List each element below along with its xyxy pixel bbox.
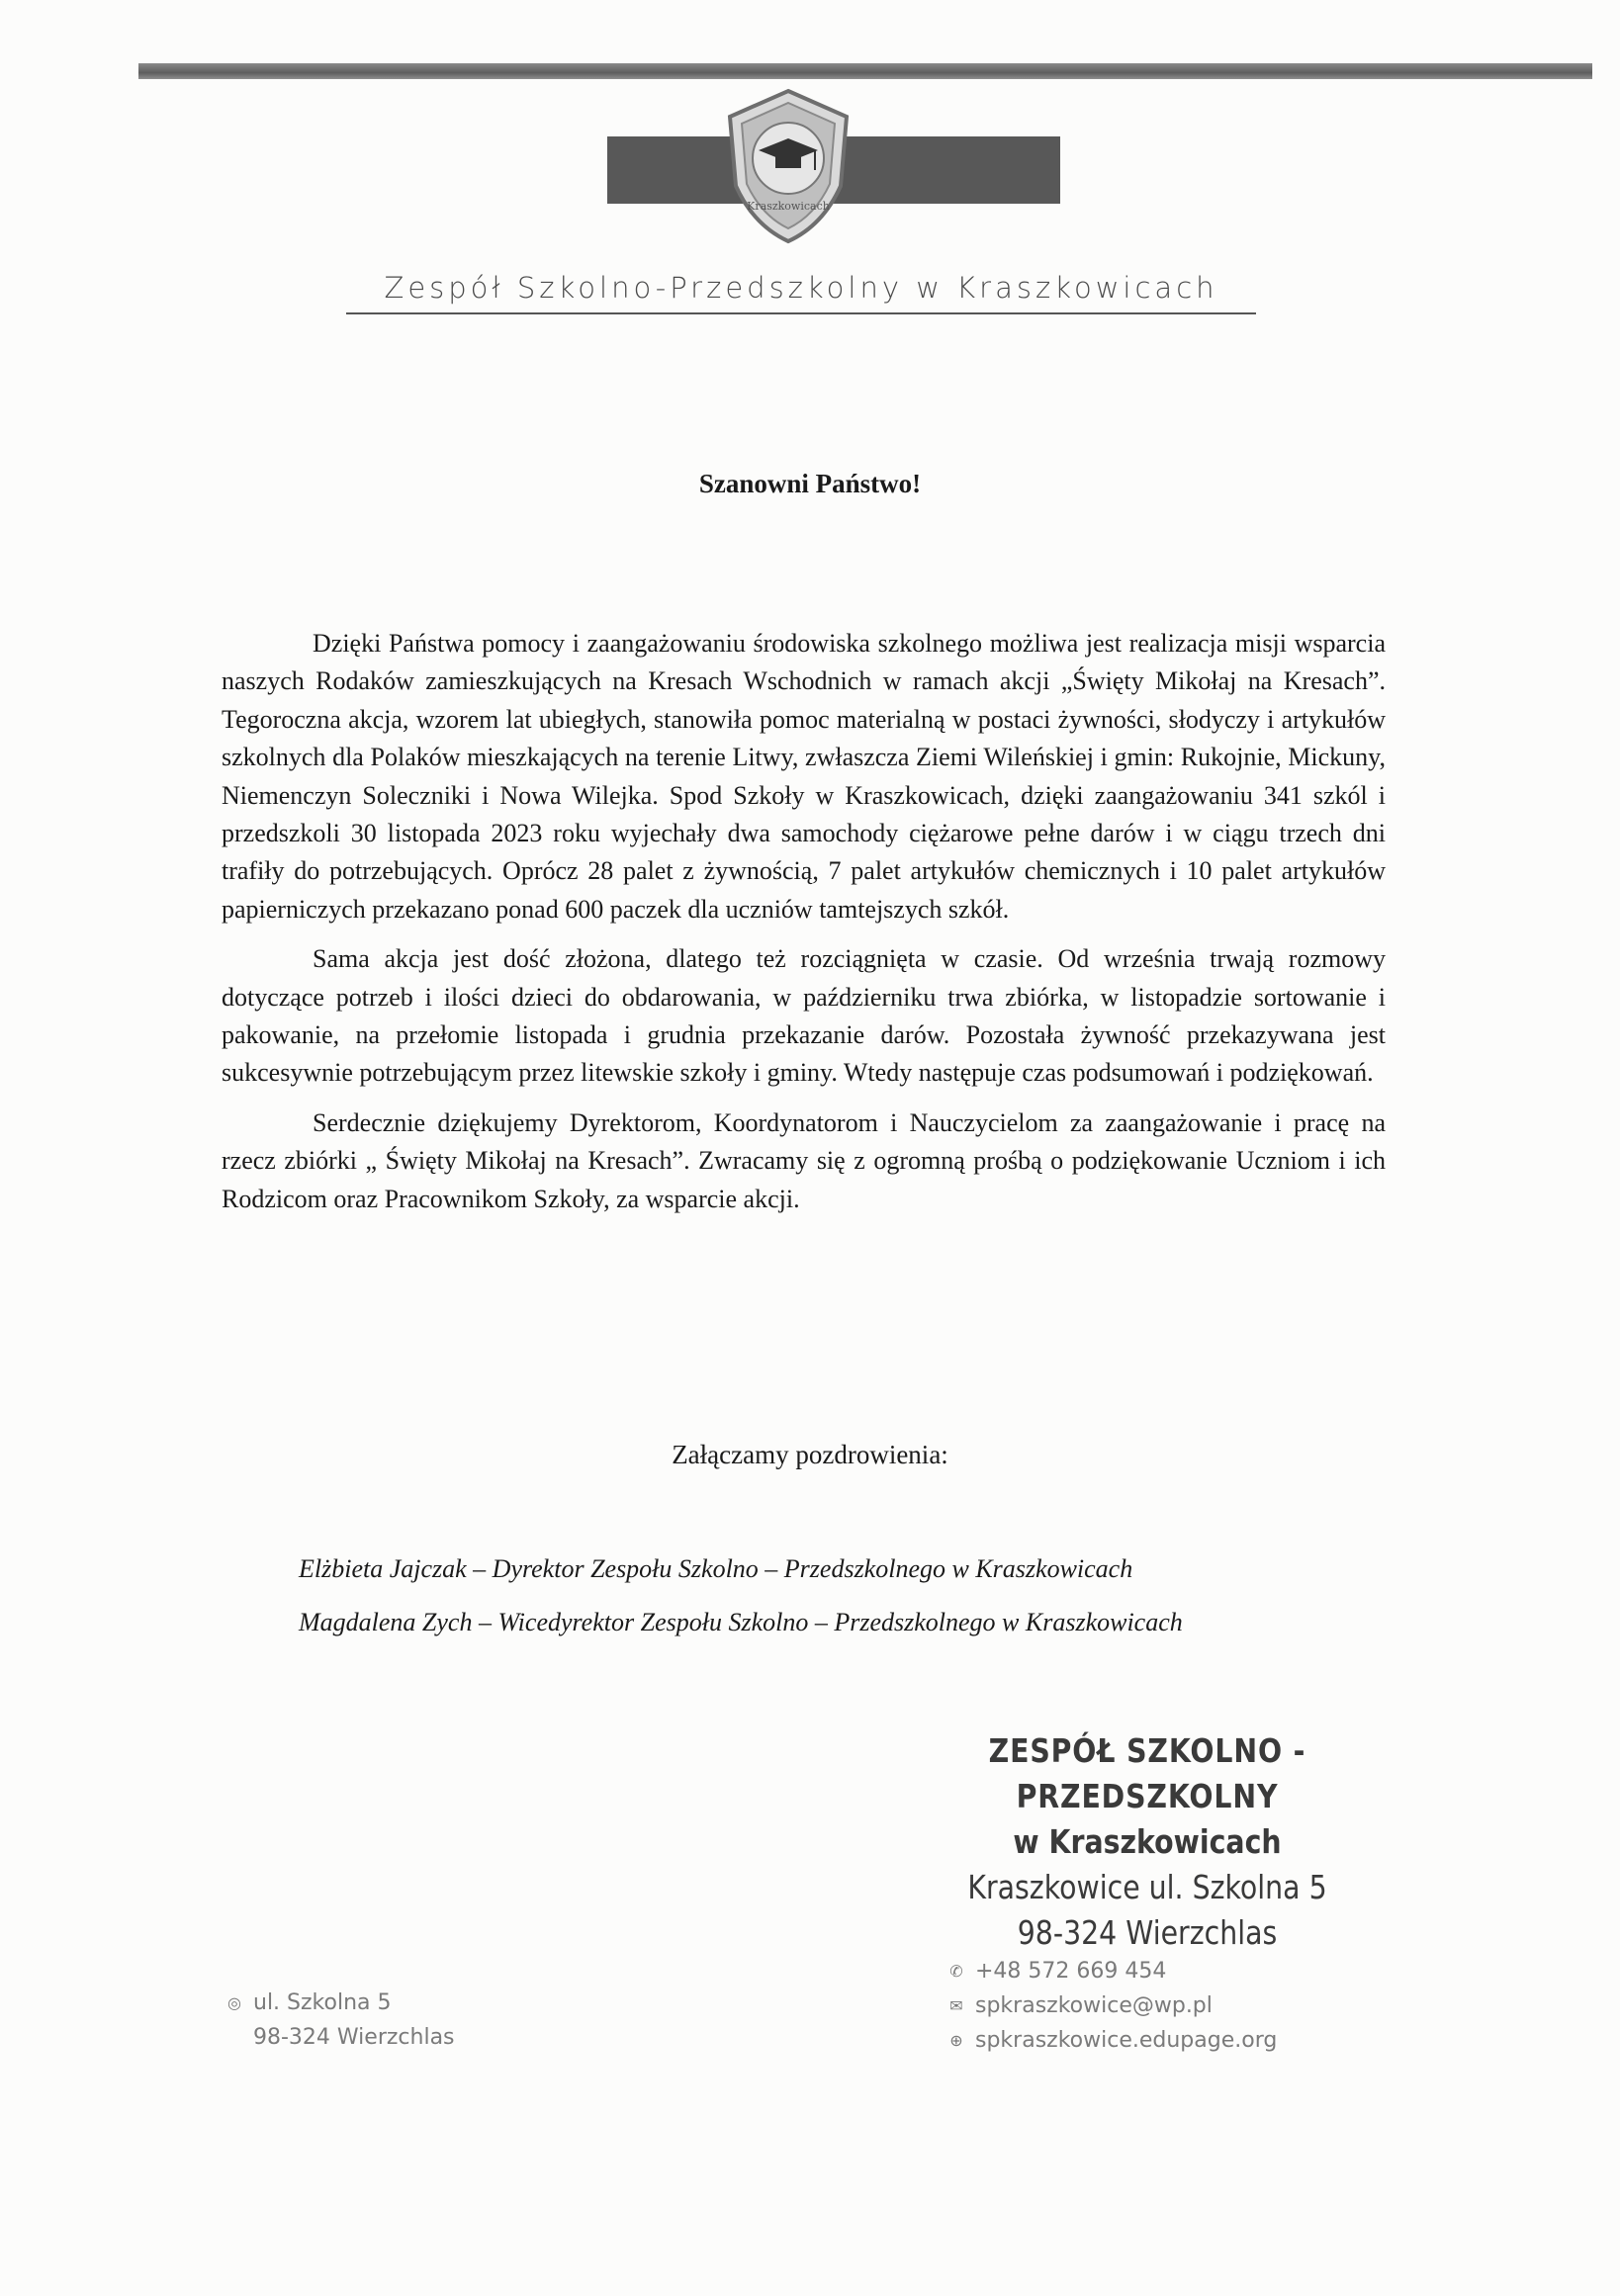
address-line-2: 98-324 Wierzchlas bbox=[253, 2025, 455, 2050]
stamp-line-1: ZESPÓŁ SZKOLNO - PRZEDSZKOLNY bbox=[988, 1731, 1306, 1815]
letterhead-school-name: Zespół Szkolno-Przedszkolny w Kraszkowicach bbox=[384, 271, 1218, 305]
stamp-line-4: 98-324 Wierzchlas bbox=[1017, 1913, 1278, 1952]
salutation: Szanowni Państwo! bbox=[698, 469, 922, 498]
paragraph-3: Serdecznie dziękujemy Dyrektorom, Koordynatorom i Nauczycielom za zaangażowanie i pracę na rzecz zbiórki „ Święty Mikołaj na Kresach”. Zwracamy się z ogromną prośbą o podziękowanie Uczniom i ich Rodzicom oraz Pracownikom Szkoły, za wsparcie akcji. bbox=[222, 1107, 1386, 1213]
letter-body bbox=[222, 625, 1386, 1230]
crest-text: Kraszkowicach bbox=[747, 200, 830, 213]
phone-icon: ✆ bbox=[949, 1962, 963, 1981]
address-line-1: ul. Szkolna 5 bbox=[253, 1990, 392, 2015]
paragraph-1: Dzięki Państwa pomocy i zaangażowaniu środowiska szkolnego możliwa jest realizacja misji wsparcia naszych Rodaków zamieszkujących na Kresach Wschodnich w ramach akcji „Święty Mikołaj na Kresach”. Tegoroczna akcja, wzorem lat ubiegłych, stanowiła pomoc materialną w postaci żywności, słodyczy i artykułów szkolnych dla Polaków mieszkających na terenie Litwy, zwłaszcza Ziemi Wileńskiej i gmin: Rukojnie, Mickuny, Niemenczyn Soleczniki i Nowa Wilejka. Spod Szkoły w Kraszkowicach, dzięki zaangażowaniu 341 szkól i przedszkoli 30 listopada 2023 roku wyjechały dwa samochody ciężarowe pełne darów i w ciągu trzech dni trafiły do potrzebujących. Oprócz 28 palet z żywnością, 7 palet artykułów chemicznych i 10 palet artykułów papierniczych przekazano ponad 600 paczek dla uczniów tamtejszych szkół. bbox=[222, 629, 1386, 924]
signature-director: Elżbieta Jajczak – Dyrektor Zespołu Szkolno – Przedszkolnego w Kraszkowicach bbox=[299, 1554, 1133, 1583]
top-header-bar bbox=[138, 63, 1592, 79]
stamp-line-2: w Kraszkowicach bbox=[1013, 1822, 1282, 1861]
footer-contacts bbox=[947, 1954, 1277, 2058]
paragraph-2: Sama akcja jest dość złożona, dlatego też rozciągnięta w czasie. Od września trwają rozmowy dotyczące potrzeb i ilości dzieci do obdarowania, w październiku trwa zbiórka, w listopadzie sortowanie i pakowanie, na przełomie listopada i grudnia przekazanie darów. Pozostała żywność przekazywana jest sukcesywnie potrzebującym przez litewskie szkoły i gminy. Wtedy następuje czas podsumowań i podziękowań. bbox=[222, 944, 1386, 1088]
website-url: spkraszkowice.edupage.org bbox=[975, 2028, 1278, 2053]
footer-address bbox=[225, 1986, 455, 2055]
email-address: spkraszkowice@wp.pl bbox=[975, 1993, 1213, 2018]
email-icon: ✉ bbox=[949, 1996, 963, 2015]
signature-vice-director: Magdalena Zych – Wicedyrektor Zespołu Szkolno – Przedszkolnego w Kraszkowicach bbox=[299, 1608, 1183, 1636]
letterhead-divider bbox=[346, 312, 1256, 314]
school-crest-icon bbox=[724, 87, 853, 245]
stamp-line-3: Kraszkowice ul. Szkolna 5 bbox=[967, 1868, 1327, 1906]
phone-number: +48 572 669 454 bbox=[975, 1959, 1167, 1984]
location-pin-icon: ◎ bbox=[227, 1993, 241, 2012]
globe-icon: ⊕ bbox=[949, 2031, 963, 2050]
closing-line: Załączamy pozdrowienia: bbox=[672, 1440, 948, 1469]
school-stamp bbox=[926, 1728, 1368, 1956]
